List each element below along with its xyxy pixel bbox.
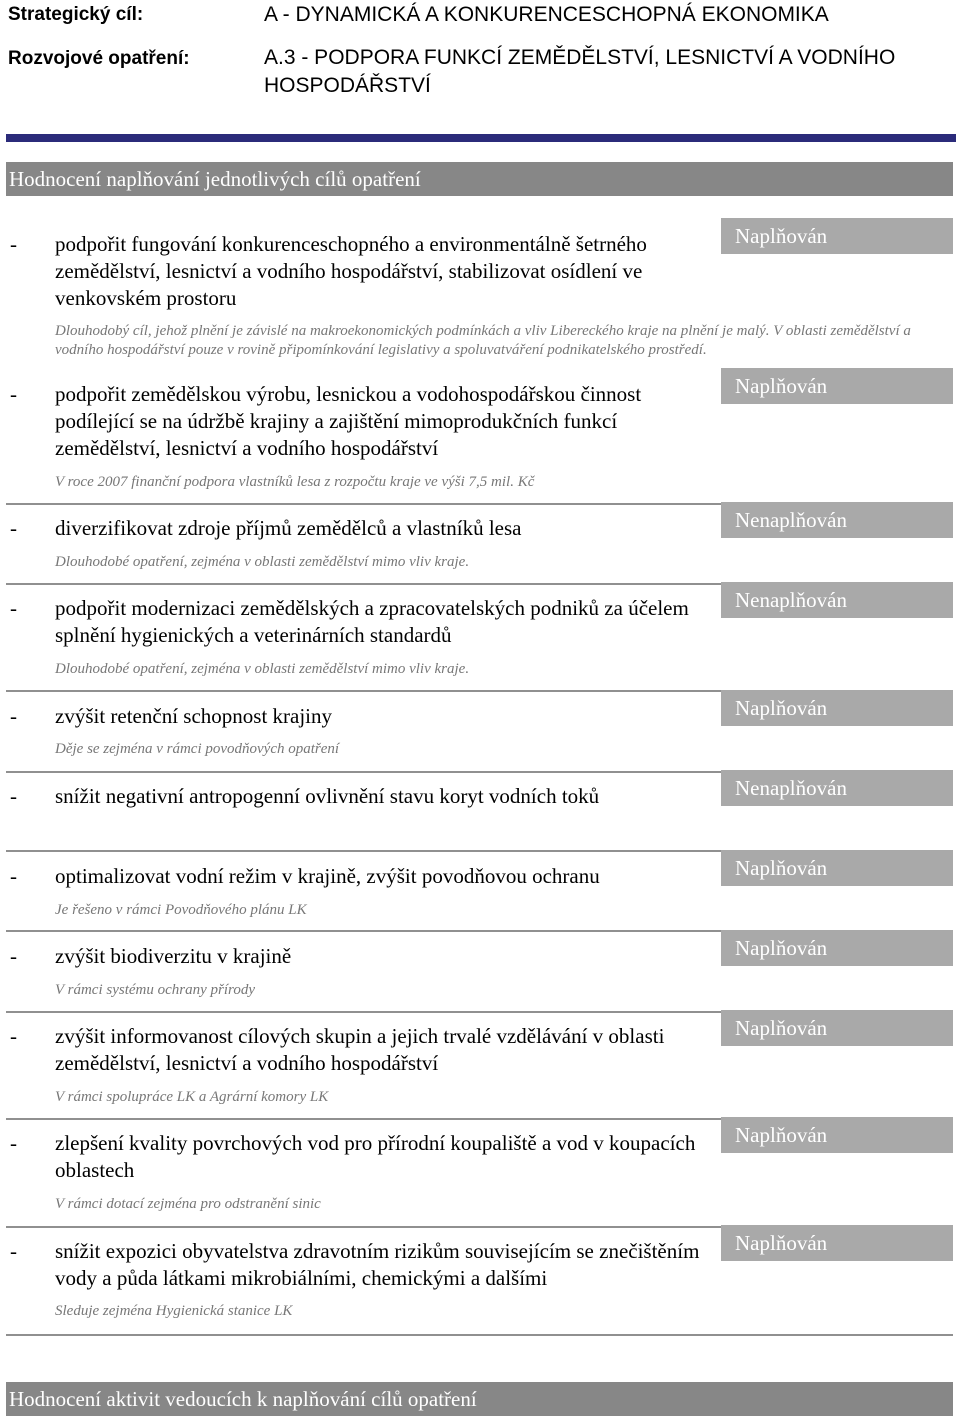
list-dash: - — [10, 1024, 17, 1048]
status-badge: Naplňován — [721, 930, 953, 966]
goal-note: V rámci systému ochrany přírody — [55, 982, 255, 998]
goal-text: zvýšit informovanost cílových skupin a jejich trvalé vzdělávání v oblasti zemědělství, lesnictví a vodního hospodářství — [55, 1024, 665, 1075]
goal-text: optimalizovat vodní režim v krajině, zvýšit povodňovou ochranu — [55, 864, 600, 888]
list-dash: - — [10, 864, 17, 888]
goals-evaluation-heading: Hodnocení naplňování jednotlivých cílů opatření — [6, 162, 953, 196]
development-measure-value: A.3 - PODPORA FUNKCÍ ZEMĚDĚLSTVÍ, LESNICTVÍ A VODNÍHO HOSPODÁŘSTVÍ — [264, 46, 896, 97]
item-separator — [6, 1334, 953, 1336]
status-badge: Naplňován — [721, 1225, 953, 1261]
strategic-goal-value: A - DYNAMICKÁ A KONKURENCESCHOPNÁ EKONOMIKA — [264, 3, 829, 26]
list-dash: - — [10, 596, 17, 620]
list-dash: - — [10, 704, 17, 728]
status-badge: Naplňován — [721, 218, 953, 254]
goal-note: V rámci spolupráce LK a Agrární komory LK — [55, 1089, 329, 1105]
status-badge: Naplňován — [721, 850, 953, 886]
strategic-goal-label: Strategický cíl: — [8, 4, 144, 25]
goal-note: Děje se zejména v rámci povodňových opatření — [55, 741, 340, 757]
status-badge: Nenaplňován — [721, 502, 953, 538]
list-dash: - — [10, 1131, 17, 1155]
list-dash: - — [10, 1239, 17, 1263]
goal-note: Dlouhodobé opatření, zejména v oblasti zemědělství mimo vliv kraje. — [55, 554, 470, 570]
development-measure-label: Rozvojové opatření: — [8, 48, 190, 69]
list-dash: - — [10, 944, 17, 968]
status-badge: Naplňován — [721, 1010, 953, 1046]
goal-note: Je řešeno v rámci Povodňového plánu LK — [55, 902, 307, 918]
list-dash: - — [10, 382, 17, 406]
list-dash: - — [10, 784, 17, 808]
goal-text: snížit expozici obyvatelstva zdravotním rizikům souvisejícím se znečištěním vody a půda látkami mikrobiálními, chemickými a dalšími — [55, 1239, 700, 1290]
goal-text: podpořit fungování konkurenceschopného a environmentálně šetrného zemědělství, lesnictví a vodního hospodářství, stabilizovat osídlení ve venkovském prostoru — [55, 232, 647, 310]
goal-note: Dlouhodobé opatření, zejména v oblasti zemědělství mimo vliv kraje. — [55, 661, 470, 677]
goal-text: podpořit zemědělskou výrobu, lesnickou a vodohospodářskou činnost podílející se na údržbě krajiny a zajištění mimoprodukčních funkcí zemědělství, lesnictví a vodního hospodářství — [55, 382, 642, 460]
status-badge: Naplňován — [721, 690, 953, 726]
list-dash: - — [10, 516, 17, 540]
activities-evaluation-heading: Hodnocení aktivit vedoucích k naplňování cílů opatření — [6, 1382, 953, 1416]
goal-note: V rámci dotací zejména pro odstranění sinic — [55, 1196, 321, 1212]
goal-text: diverzifikovat zdroje příjmů zemědělců a vlastníků lesa — [55, 516, 522, 540]
goal-note: V roce 2007 finanční podpora vlastníků lesa z rozpočtu kraje ve výši 7,5 mil. Kč — [55, 474, 535, 490]
goal-text: zlepšení kvality povrchových vod pro přírodní koupaliště a vod v koupacích oblastech — [55, 1131, 696, 1182]
header-divider — [6, 134, 956, 142]
status-badge: Naplňován — [721, 368, 953, 404]
goal-note: Sleduje zejména Hygienická stanice LK — [55, 1303, 293, 1319]
list-dash: - — [10, 232, 17, 256]
status-badge: Naplňován — [721, 1117, 953, 1153]
goal-text: zvýšit retenční schopnost krajiny — [55, 704, 333, 728]
status-badge: Nenaplňován — [721, 770, 953, 806]
status-badge: Nenaplňován — [721, 582, 953, 618]
goal-note: Dlouhodobý cíl, jehož plnění je závislé na makroekonomických podmínkách a vliv Libereckého kraje na plnění je malý. V oblasti zemědělství a vodního hospodářství pouze v rovině připomínkování legislativy a spoluvatváření podnikatelského prostředí. — [55, 323, 911, 358]
goal-text: podpořit modernizaci zemědělských a zpracovatelských podniků za účelem splnění hygienických a veterinárních standardů — [55, 596, 689, 647]
goal-text: snížit negativní antropogenní ovlivnění stavu koryt vodních toků — [55, 784, 600, 808]
goal-text: zvýšit biodiverzitu v krajině — [55, 944, 292, 968]
